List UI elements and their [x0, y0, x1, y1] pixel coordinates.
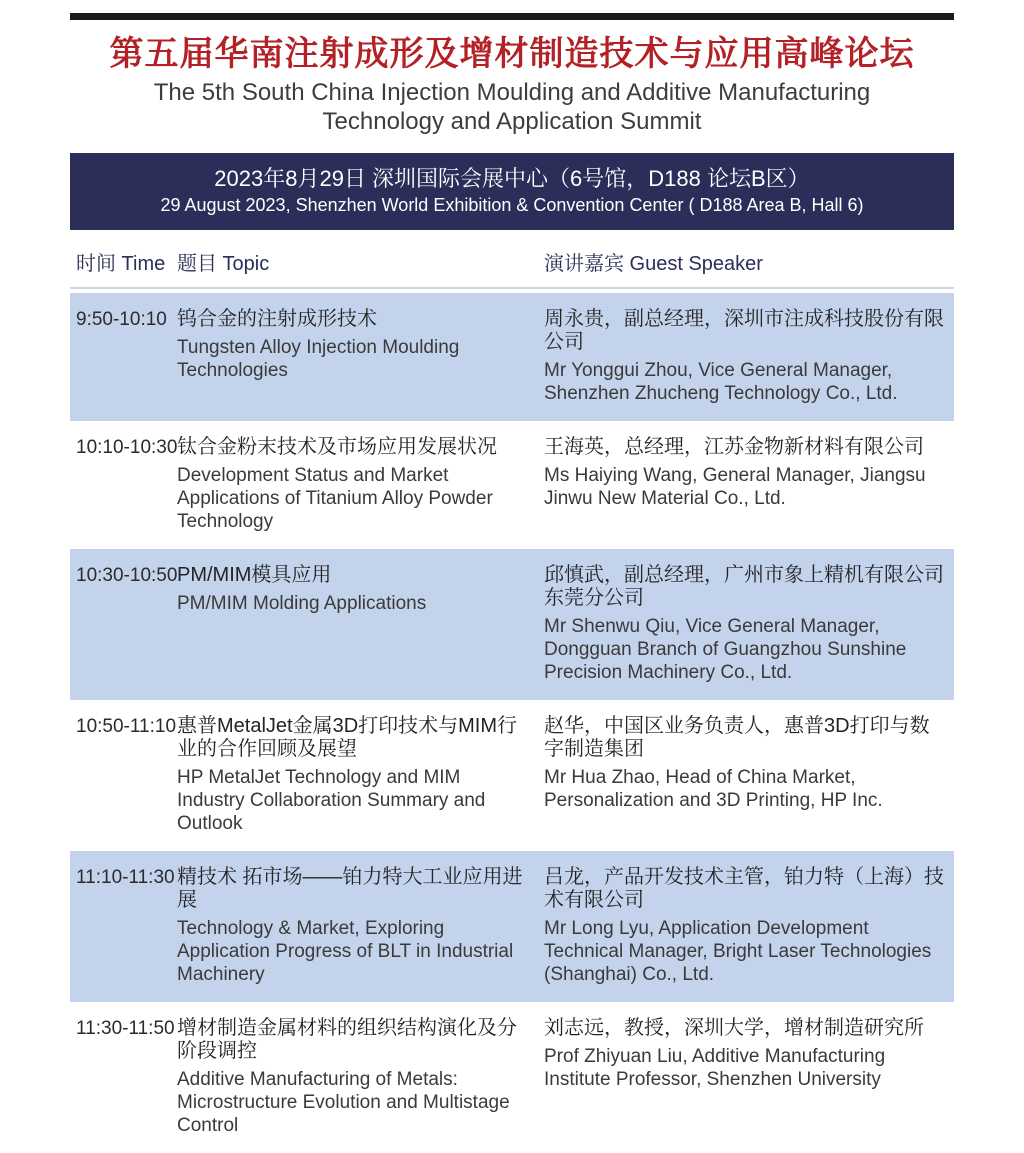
page-title-cn: 第五届华南注射成形及增材制造技术与应用高峰论坛: [109, 35, 915, 73]
session-speaker-en: Mr Yonggui Zhou, Vice General Manager, Shenzhen Zhucheng Technology Co., Ltd.: [544, 360, 898, 404]
session-time: 10:10-10:30: [76, 437, 178, 458]
session-topic-cn: 增材制造金属材料的组织结构演化及分阶段调控: [177, 1017, 517, 1062]
agenda-rows: [70, 293, 954, 1153]
session-topic: [177, 308, 544, 405]
session-time: 10:30-10:50: [76, 565, 178, 586]
session-speaker-cn: 吕龙，产品开发技术主管，铂力特（上海）技术有限公司: [544, 866, 944, 911]
session-topic-en: HP MetalJet Technology and MIM Industry Collaboration Summary and Outlook: [177, 767, 486, 834]
session-speaker-cn: 刘志远，教授，深圳大学，增材制造研究所: [544, 1017, 924, 1039]
session-speaker-cn: 邱慎武，副总经理，广州市象上精机有限公司东莞分公司: [544, 564, 944, 609]
top-divider-bar: [70, 13, 954, 20]
agenda-content: [70, 13, 954, 1153]
session-speaker: [544, 866, 954, 986]
event-info-banner: [70, 153, 954, 230]
session-topic-cn: 钛合金粉末技术及市场应用发展状况: [177, 436, 497, 458]
banner-line-en: 29 August 2023, Shenzhen World Exhibition & Convention Center ( D188 Area B, Hall 6): [160, 195, 864, 215]
session-speaker: [544, 436, 954, 533]
session-speaker-en: Ms Haiying Wang, General Manager, Jiangsu Jinwu New Material Co., Ltd.: [544, 465, 926, 509]
banner-line-cn: 2023年8月29日 深圳国际会展中心（6号馆，D188 论坛B区）: [214, 166, 810, 191]
session-topic-cn: 精技术 拓市场——铂力特大工业应用进展: [177, 866, 523, 911]
column-header-time: 时间 Time: [76, 253, 166, 275]
session-speaker: [544, 564, 954, 684]
session-time: 11:10-11:30: [76, 867, 175, 888]
session-speaker-cn: 赵华，中国区业务负责人，惠普3D打印与数字制造集团: [544, 715, 930, 760]
subtitle-line-2: Technology and Application Summit: [322, 108, 702, 135]
session-speaker-en: Prof Zhiyuan Liu, Additive Manufacturing Institute Professor, Shenzhen University: [544, 1046, 886, 1090]
session-speaker-cn: 周永贵，副总经理，深圳市注成科技股份有限公司: [544, 308, 944, 353]
agenda-row: [70, 293, 954, 421]
conference-agenda-page: [0, 13, 1024, 1136]
session-topic: [177, 866, 544, 986]
session-topic: [177, 436, 544, 533]
table-header: [70, 230, 954, 289]
session-speaker: [544, 715, 954, 835]
subtitle-line-1: The 5th South China Injection Moulding and Additive Manufacturing: [153, 79, 871, 106]
session-topic: [177, 564, 544, 684]
session-time: 11:30-11:50: [76, 1018, 175, 1039]
session-topic-en: Development Status and Market Applications of Titanium Alloy Powder Technology: [177, 465, 493, 532]
agenda-row: [70, 1002, 954, 1153]
session-topic-en: PM/MIM Molding Applications: [177, 593, 427, 614]
session-time: 10:50-11:10: [76, 716, 177, 737]
session-speaker-en: Mr Long Lyu, Application Development Technical Manager, Bright Laser Technologies (Shanghai) Co., Ltd.: [544, 918, 932, 985]
column-header-topic: 题目 Topic: [177, 253, 270, 275]
session-speaker-cn: 王海英，总经理，江苏金物新材料有限公司: [544, 436, 924, 458]
session-topic: [177, 1017, 544, 1137]
session-speaker-en: Mr Shenwu Qiu, Vice General Manager, Dongguan Branch of Guangzhou Sunshine Precision Machinery Co., Ltd.: [544, 616, 907, 683]
agenda-row: [70, 549, 954, 700]
agenda-row: [70, 421, 954, 549]
session-speaker: [544, 1017, 954, 1137]
column-header-speaker: 演讲嘉宾 Guest Speaker: [544, 253, 763, 275]
session-topic-cn: 钨合金的注射成形技术: [177, 308, 377, 330]
session-time: 9:50-10:10: [76, 309, 167, 330]
session-topic-cn: 惠普MetalJet金属3D打印技术与MIM行业的合作回顾及展望: [177, 715, 518, 760]
agenda-row: [70, 851, 954, 1002]
session-topic-en: Additive Manufacturing of Metals: Microstructure Evolution and Multistage Control: [177, 1069, 510, 1136]
page-subtitle-en: [70, 78, 954, 136]
session-topic-cn: PM/MIM模具应用: [177, 564, 332, 586]
session-topic-en: Technology & Market, Exploring Application Progress of BLT in Industrial Machinery: [177, 918, 514, 985]
session-topic: [177, 715, 544, 835]
agenda-row: [70, 700, 954, 851]
session-topic-en: Tungsten Alloy Injection Moulding Technologies: [177, 337, 460, 381]
session-speaker: [544, 308, 954, 405]
session-speaker-en: Mr Hua Zhao, Head of China Market, Personalization and 3D Printing, HP Inc.: [544, 767, 883, 811]
